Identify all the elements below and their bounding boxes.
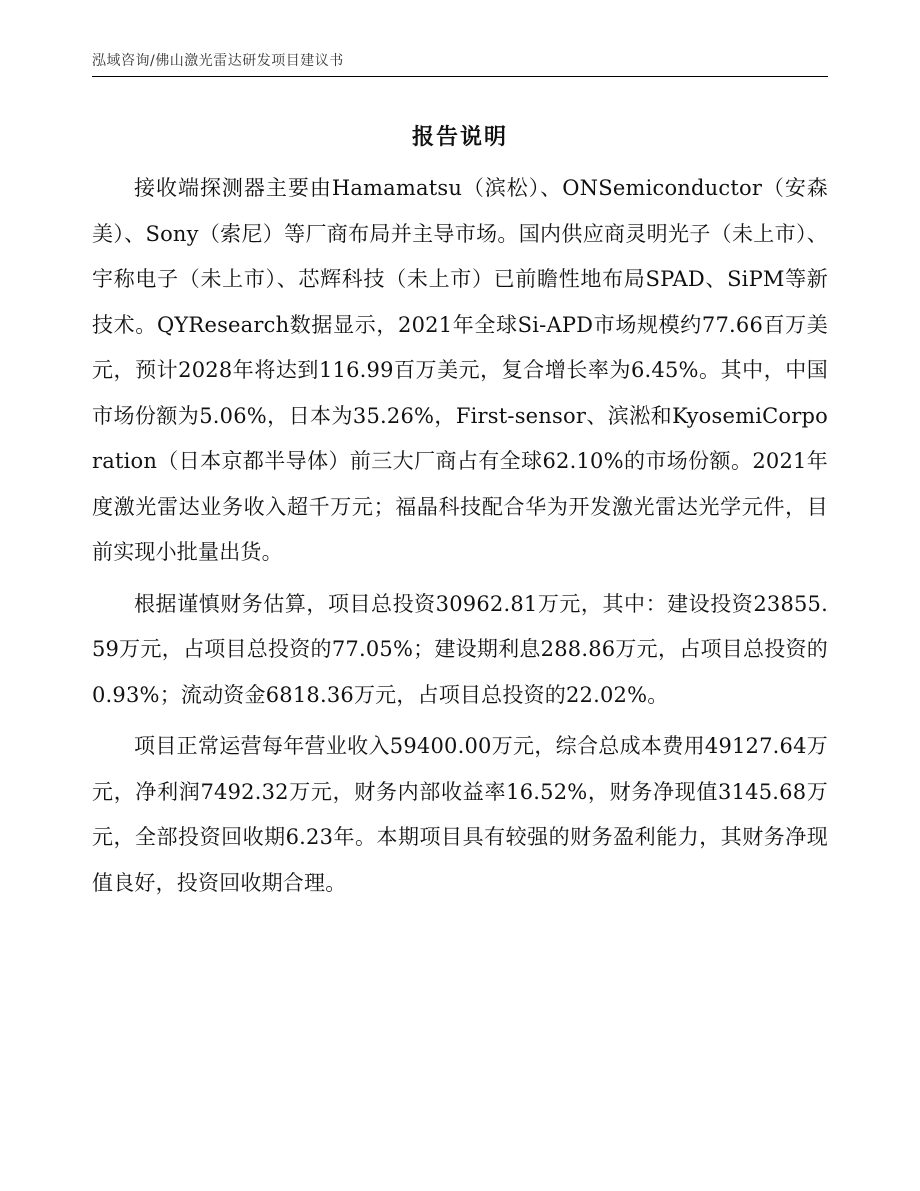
running-header: 泓域咨询/佛山激光雷达研发项目建议书 (92, 53, 344, 69)
paragraph-market-overview: 接收端探测器主要由Hamamatsu（滨松）、ONSemiconductor（安森美）、Sony（索尼）等厂商布局并主导市场。国内供应商灵明光子（未上市）、宇称电子（未上市）、芯辉科技（未上市）已前瞻性地布局SPAD、SiPM等新技术。QYResearch数据显示，2021年全球Si-APD市场规模约77.66百万美元，预计2028年将达到116.99百万美元，复合增长率为6.45%。其中，中国市场份额为5.06%，日本为35.26%，First-sensor、滨淞和KyosemiCorporation（日本京都半导体）前三大厂商占有全球62.10%的市场份额。2021年度激光雷达业务收入超千万元；福晶科技配合华为开发激光雷达光学元件，目前实现小批量出货。 (92, 176, 828, 564)
paragraph-financial-returns: 项目正常运营每年营业收入59400.00万元，综合总成本费用49127.64万元，净利润7492.32万元，财务内部收益率16.52%，财务净现值3145.68万元，全部投资回收期6.23年。本期项目具有较强的财务盈利能力，其财务净现值良好，投资回收期合理。 (92, 734, 828, 895)
page-title: 报告说明 (411, 125, 508, 150)
paragraph-investment-estimate: 根据谨慎财务估算，项目总投资30962.81万元，其中：建设投资23855.59万元，占项目总投资的77.05%；建设期利息288.86万元，占项目总投资的0.93%；流动资金6818.36万元，占项目总投资的22.02%。 (92, 591, 828, 707)
document-body (92, 166, 828, 912)
header-divider (92, 76, 828, 77)
